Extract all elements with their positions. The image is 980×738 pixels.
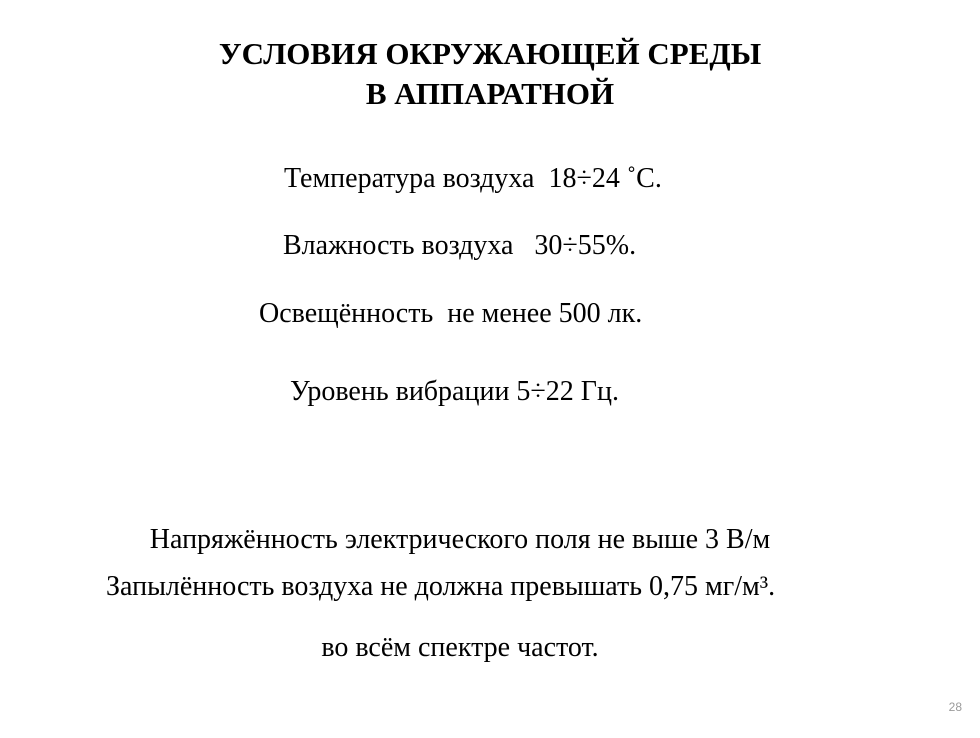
title-line-1: УСЛОВИЯ ОКРУЖАЮЩЕЙ СРЕДЫ: [218, 36, 762, 71]
electric-field-line-1: Напряжённость электрического поля не выше 3 В/м: [149, 524, 771, 555]
electric-field-line-2: во всём спектре частот.: [321, 632, 599, 663]
page-number: 28: [948, 700, 962, 714]
humidity-condition: Влажность воздуха 30÷55%.: [283, 230, 637, 261]
title-line-2: В АППАРАТНОЙ: [365, 76, 615, 111]
dust-condition: Запылённость воздуха не должна превышать 0,75 мг/м³.: [106, 571, 776, 602]
temperature-condition: Температура воздуха 18÷24 ˚С.: [284, 163, 662, 194]
slide-title: [0, 34, 980, 114]
illumination-condition: Освещённость не менее 500 лк.: [259, 298, 643, 329]
vibration-condition: Уровень вибрации 5÷22 Гц.: [290, 376, 619, 407]
